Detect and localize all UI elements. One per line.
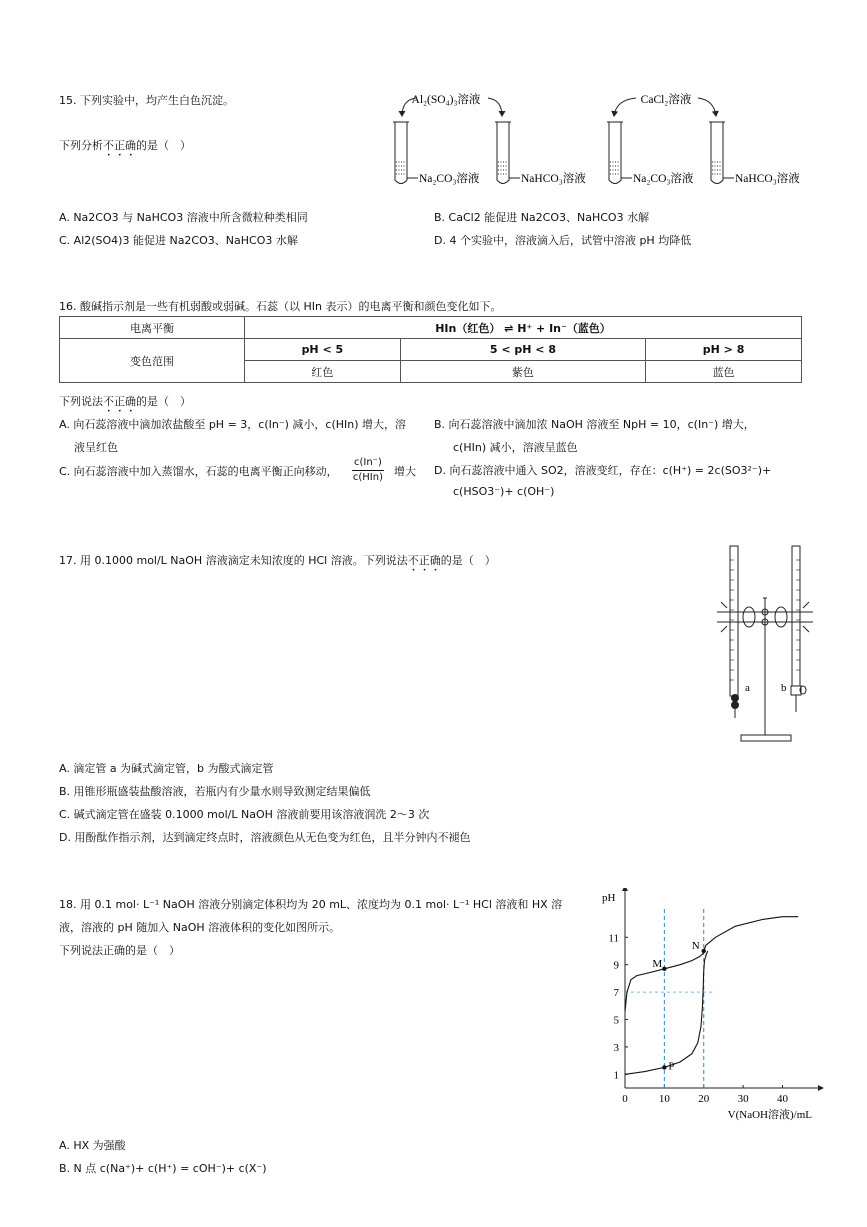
test-tube-icon (495, 122, 520, 184)
test-tube-icon (393, 122, 418, 184)
table-cell: pH > 8 (646, 339, 802, 361)
y-tick-label: 11 (608, 932, 619, 945)
table-cell: 电离平衡 (60, 317, 245, 339)
q16-option-c[interactable] (59, 463, 338, 479)
q18-stem-line1: 18. 用 0.1 mol· L⁻¹ NaOH 溶液分别滴定体积均为 20 mL、浓度均为 0.1 mol· L⁻¹ HCl 溶液和 HX 溶 (59, 898, 563, 911)
ph-titration-chart (600, 888, 830, 1128)
point-N (702, 949, 706, 953)
burette-b-label: b (781, 682, 787, 694)
q16-ask-post: 的是（ ） (136, 395, 191, 408)
arrow-icon (488, 98, 502, 116)
x-axis-label: V(NaOH溶液)/mL (727, 1109, 812, 1121)
tube1-label: Na₂CO₃溶液 (419, 173, 480, 185)
q16-ask-pre: 下列说法 (59, 395, 103, 408)
q18-option-a[interactable]: A. HX 为强酸 (59, 1139, 126, 1152)
burette-b-icon (792, 546, 800, 686)
point-label-N: N (691, 939, 700, 952)
q16-ask-emphasis: 不正确 (103, 395, 136, 408)
fraction-numerator: c(In⁻) (352, 456, 384, 471)
q15-ask-pre: 下列分析 (59, 139, 103, 152)
y-axis-label: pH (602, 892, 616, 904)
option-c-tail: 增大 (394, 465, 416, 478)
arrow-icon (698, 98, 716, 116)
q15-experiment-figure (380, 82, 820, 194)
x-tick-label: 40 (776, 1093, 788, 1105)
fraction-denominator: c(HIn) (352, 472, 383, 483)
q16-option-d[interactable]: D. 向石蕊溶液中通入 SO2，溶液变红，存在：c(H⁺) = 2c(SO3²⁻)+ (434, 464, 772, 477)
table-cell: 紫色 (400, 361, 645, 383)
q16-option-d-cont: c(HSO3⁻)+ c(OH⁻) (453, 485, 555, 498)
q16-option-b[interactable]: B. 向石蕊溶液中滴加浓 NaOH 溶液至 NpH = 10，c(In⁻) 增大， (434, 418, 755, 431)
y-tick-label: 9 (613, 959, 619, 972)
burette-a-icon (730, 546, 738, 696)
q18-stem-line2: 液，溶液的 pH 随加入 NaOH 溶液体积的变化如图所示。 (59, 921, 341, 934)
q18-option-b[interactable]: B. N 点 c(Na⁺)+ c(H⁺) = cOH⁻)+ c(X⁻) (59, 1162, 267, 1175)
q16-stem: 16. 酸碱指示剂是一些有机弱酸或弱碱。石蕊（以 HIn 表示）的电离平衡和颜色变化如下。 (59, 300, 502, 313)
q15-option-a[interactable]: A. Na2CO3 与 NaHCO3 溶液中所含微粒种类相同 (59, 211, 308, 224)
q16-option-a-cont: 液呈红色 (74, 441, 118, 454)
point-label-M: M (652, 957, 663, 970)
q16-ask (59, 393, 191, 415)
y-tick-label: 3 (613, 1041, 619, 1054)
arrow-icon (614, 98, 636, 116)
q15-ask-post: 的是（ ） (136, 139, 191, 152)
q16-table (59, 316, 802, 383)
q17-stem (59, 552, 496, 574)
x-tick-label: 20 (698, 1093, 710, 1105)
q16-option-a[interactable]: A. 向石蕊溶液中滴加浓盐酸至 pH = 3，c(In⁻) 减小，c(HIn) 增大，溶 (59, 418, 407, 431)
point-label-P: P (668, 1060, 675, 1073)
q17-option-b[interactable]: B. 用锥形瓶盛装盐酸溶液，若瓶内有少量水则导致测定结果偏低 (59, 785, 371, 798)
q17-option-c[interactable]: C. 碱式滴定管在盛装 0.1000 mol/L NaOH 溶液前要用该溶液润洗 2～3 次 (59, 808, 430, 821)
x-tick-label: 10 (658, 1093, 670, 1105)
x-tick-label: 30 (737, 1093, 749, 1105)
q17-stem-pre: 17. 用 0.1000 mol/L NaOH 溶液滴定未知浓度的 HCl 溶液。下列说法 (59, 554, 408, 567)
q15-option-d[interactable]: D. 4 个实验中，溶液滴入后，试管中溶液 pH 均降低 (434, 234, 692, 247)
table-cell: pH < 5 (245, 339, 401, 361)
q15-option-c[interactable]: C. Al2(SO4)3 能促进 Na2CO3、NaHCO3 水解 (59, 234, 298, 247)
table-cell: 红色 (245, 361, 401, 383)
option-c-text: C. 向石蕊溶液中加入蒸馏水，石蕊的电离平衡正向移动， (59, 465, 338, 478)
x-axis-arrow-icon (818, 1085, 824, 1091)
tube3-label: Na₂CO₃溶液 (633, 173, 694, 185)
y-tick-label: 1 (613, 1069, 619, 1082)
point-M (662, 967, 666, 971)
q16-option-b-cont: c(HIn) 减小，溶液呈蓝色 (453, 441, 578, 454)
series-line-0 (625, 917, 798, 1012)
test-tube-icon (709, 122, 734, 184)
x-tick-label: 0 (622, 1093, 628, 1105)
q18-ask: 下列说法正确的是（ ） (59, 944, 180, 957)
q17-option-a[interactable]: A. 滴定管 a 为碱式滴定管，b 为酸式滴定管 (59, 762, 274, 775)
point-P (662, 1065, 666, 1069)
burette-apparatus-figure (705, 540, 825, 750)
y-axis-arrow-icon (622, 888, 628, 891)
y-tick-label: 5 (613, 1014, 619, 1027)
burette-a-label: a (745, 682, 750, 694)
q15-option-b[interactable]: B. CaCl2 能促进 Na2CO3、NaHCO3 水解 (434, 211, 650, 224)
q15-stem: 15. 下列实验中，均产生白色沉淀。 (59, 94, 234, 107)
table-cell: 变色范围 (60, 339, 245, 383)
option-c-fraction (352, 456, 384, 485)
reagent-right-label: CaCl₂溶液 (640, 94, 692, 106)
table-cell: 蓝色 (646, 361, 802, 383)
q17-stem-emphasis: 不正确 (407, 554, 441, 567)
y-tick-label: 7 (613, 987, 619, 1000)
q17-option-d[interactable]: D. 用酚酞作指示剂，达到滴定终点时，溶液颜色从无色变为红色，且半分钟内不褪色 (59, 831, 471, 844)
tube2-label: NaHCO₃溶液 (521, 173, 586, 185)
tube4-label: NaHCO₃溶液 (735, 173, 800, 185)
test-tube-icon (607, 122, 632, 184)
table-cell: HIn（红色） ⇌ H⁺ + In⁻（蓝色） (245, 317, 802, 339)
q15-ask (59, 137, 191, 159)
q17-stem-post: 的是（ ） (440, 554, 496, 567)
reagent-left-label: Al₂(SO₄)₃溶液 (411, 94, 481, 106)
q15-ask-emphasis: 不正确 (103, 139, 136, 152)
table-cell: 5 < pH < 8 (400, 339, 645, 361)
